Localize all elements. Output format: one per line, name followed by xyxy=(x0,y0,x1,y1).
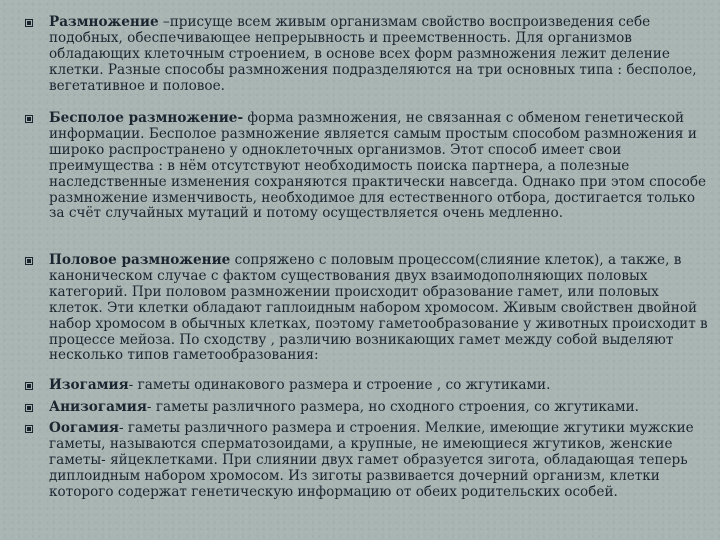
term: Половое размножение xyxy=(49,252,231,268)
term: Размножение xyxy=(49,14,159,30)
paragraph-text xyxy=(49,111,711,222)
square-bullet-icon xyxy=(25,257,33,265)
square-bullet-icon xyxy=(25,425,33,433)
term: Анизогамия xyxy=(49,399,147,415)
definition: - гаметы различного размера, но сходного строения, со жгутиками. xyxy=(146,399,639,415)
paragraph-text xyxy=(49,378,711,394)
paragraph-text xyxy=(49,15,711,95)
definition: - гаметы одинакового размера и строение , со жгутиками. xyxy=(128,377,551,393)
definition: форма размножения, не связанная с обменом генетической информации. Бесполое размножение является самым простым способом размножения и широко распространено у одноклеточных организмов. Этот способ имеет свои преимущества : в нём отсутствуют необходимость поиска партнера, а полезные наследственные изменения сохраняются практически навсегда. Однако при этом способе размножение изменчивость, необходимое для естественного отбора, достигается только за счёт случайных мутаций и потому осуществляется очень медленно. xyxy=(49,110,707,222)
term: Бесполое размножение- xyxy=(49,110,244,126)
term: Изогамия xyxy=(49,377,129,393)
square-bullet-icon xyxy=(25,19,33,27)
term: Оогамия xyxy=(49,420,119,436)
definition: - гаметы различного размера и строения. Мелкие, имеющие жгутики мужские гаметы, называются сперматозоидами, а крупные, не имеющиеся жгутиков, женские гаметы- яйцеклетками. При слиянии двух гамет образуется зигота, обладающая теперь диплоидным набором хромосом. Из зиготы развивается дочерний организм, клетки которого содержат генетическую информацию от обеих родительских особей. xyxy=(49,420,694,500)
paragraph-text xyxy=(49,421,711,501)
square-bullet-icon xyxy=(25,382,33,390)
square-bullet-icon xyxy=(25,115,33,123)
square-bullet-icon xyxy=(25,404,33,412)
paragraph-text xyxy=(49,400,711,416)
definition: сопряжено с половым процессом(слияние клеток), а также, в каноническом случае с фактом существования двух взаимодополняющих половых категорий. При половом размножении происходит образование гамет, или половых клеток. Эти клетки обладают гаплоидным набором хромосом. Живым свойствен двойной набор хромосом в обычных клетках, поэтому гаметообразование у животных происходит в процессе мейоза. По сходству , различию возникающих гамет между собой выделяют несколько типов гаметообразования: xyxy=(49,252,708,364)
paragraph-text xyxy=(49,253,711,364)
definition: –присуще всем живым организмам свойство воспроизведения себе подобных, обеспечивающее непрерывность и преемственность. Для организмов обладающих клеточным строением, в основе всех форм размножения лежит деление клетки. Разные способы размножения подразделяются на три основных типа : бесполое, вегетативное и половое. xyxy=(49,14,697,94)
